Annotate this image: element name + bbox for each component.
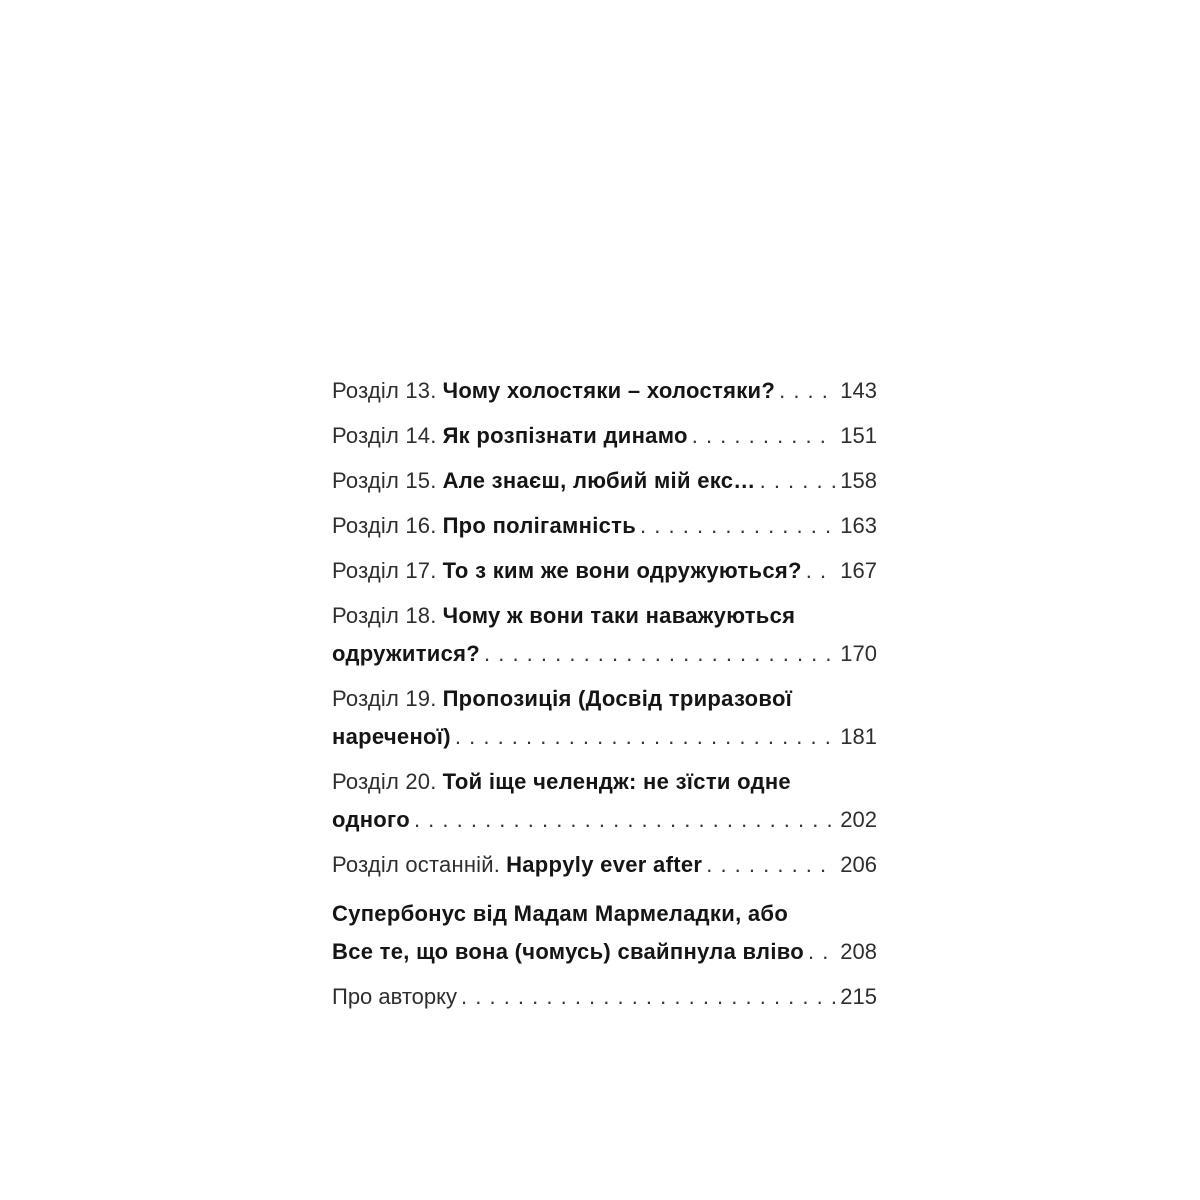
chapter-title-line1: Пропозиція (Досвід триразової	[442, 686, 793, 711]
page-number: 143	[840, 378, 877, 403]
page-number: 167	[840, 558, 877, 583]
toc-entry-16[interactable]	[332, 503, 877, 548]
dot-leader	[760, 458, 837, 503]
entry-label: Про авторку	[332, 984, 458, 1009]
toc-entry-17[interactable]	[332, 548, 877, 593]
toc-entry-about-author[interactable]	[332, 974, 877, 1019]
page-number: 181	[840, 724, 877, 749]
dot-leader	[640, 503, 836, 548]
toc-entry-18[interactable]	[332, 593, 877, 676]
chapter-title-line2: Все те, що вона (чомусь) свайпнула вліво	[332, 939, 805, 964]
dot-leader	[484, 631, 836, 676]
chapter-title: Чому холостяки – холостяки?	[442, 378, 776, 403]
chapter-title-line1: Супербонус від Мадам Мармеладки, або	[332, 901, 789, 926]
dot-leader	[779, 368, 836, 413]
chapter-title-line2: одного	[332, 807, 410, 832]
table-of-contents	[332, 368, 877, 1019]
dot-leader	[461, 974, 836, 1019]
chapter-title-line1: Той іще челендж: не зїсти одне	[442, 769, 791, 794]
dot-leader	[455, 714, 836, 759]
chapter-title-line2: одружитися?	[332, 641, 480, 666]
chapter-label: Розділ 18.	[332, 603, 437, 628]
chapter-title: То з ким же вони одружуються?	[442, 558, 802, 583]
page-number: 208	[840, 939, 877, 964]
chapter-label: Розділ 17.	[332, 558, 437, 583]
chapter-label: Розділ останній.	[332, 852, 501, 877]
chapter-label: Розділ 14.	[332, 423, 437, 448]
page-number: 215	[840, 984, 877, 1009]
toc-entry-13[interactable]	[332, 368, 877, 413]
dot-leader	[808, 929, 836, 974]
chapter-label: Розділ 15.	[332, 468, 437, 493]
toc-entry-19[interactable]	[332, 676, 877, 759]
page-number: 206	[840, 852, 877, 877]
page-number: 202	[840, 807, 877, 832]
page-number: 170	[840, 641, 877, 666]
toc-entry-15[interactable]	[332, 458, 877, 503]
chapter-title-line1: Чому ж вони таки наважуються	[442, 603, 796, 628]
chapter-label: Розділ 20.	[332, 769, 437, 794]
toc-entry-20[interactable]	[332, 759, 877, 842]
dot-leader	[706, 842, 836, 887]
page-number: 151	[840, 423, 877, 448]
chapter-label: Розділ 16.	[332, 513, 437, 538]
dot-leader	[692, 413, 837, 458]
chapter-title: Про полігамність	[442, 513, 637, 538]
chapter-label: Розділ 19.	[332, 686, 437, 711]
page-number: 163	[840, 513, 877, 538]
chapter-label: Розділ 13.	[332, 378, 437, 403]
chapter-title-line2: нареченої)	[332, 724, 451, 749]
dot-leader	[414, 797, 836, 842]
page-number: 158	[840, 468, 877, 493]
chapter-title: Як розпізнати динамо	[442, 423, 688, 448]
dot-leader	[806, 548, 837, 593]
toc-entry-last[interactable]	[332, 842, 877, 887]
chapter-title: Але знаєш, любий мій екс…	[442, 468, 756, 493]
toc-entry-superbonus[interactable]	[332, 891, 877, 974]
chapter-title: Happyly ever after	[506, 852, 703, 877]
toc-entry-14[interactable]	[332, 413, 877, 458]
